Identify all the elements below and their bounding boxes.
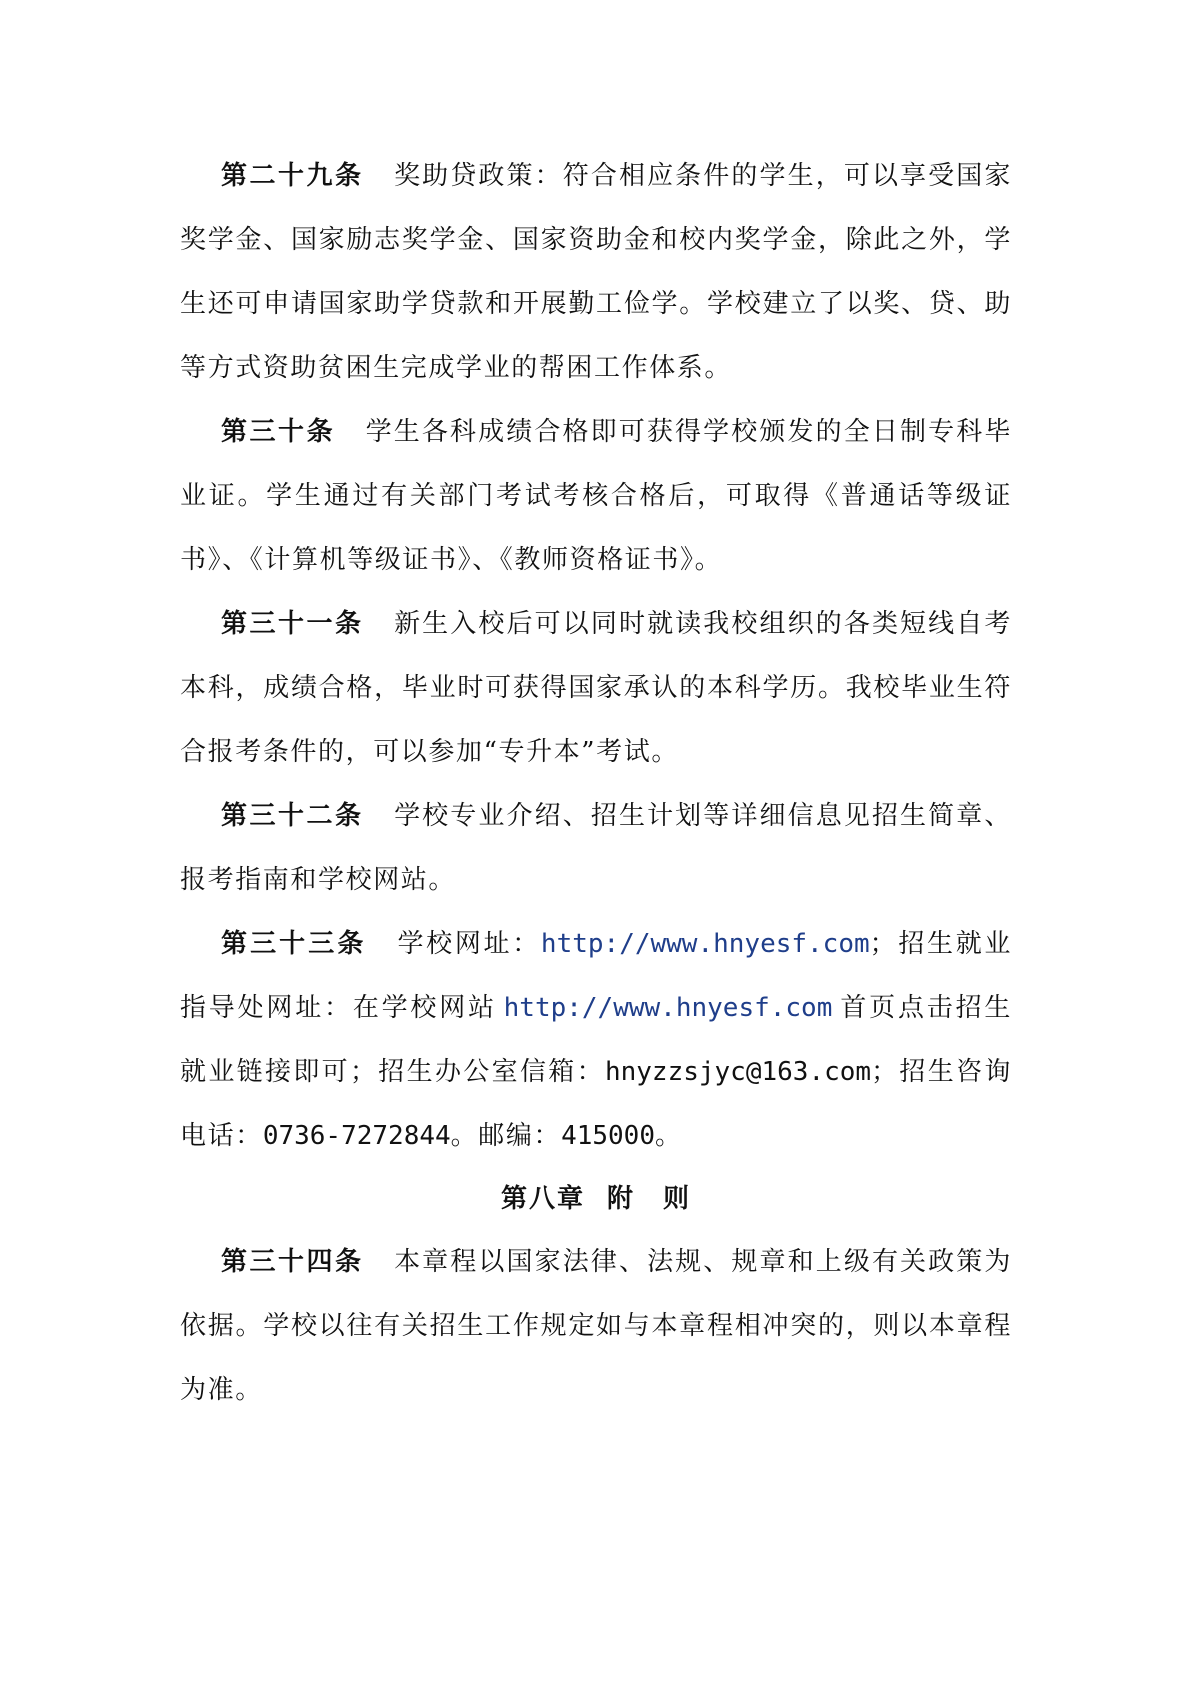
article-33: [180, 912, 1012, 1168]
article-text: 新生入校后可以同时就读我校组织的各类短线自考本科，成绩合格，毕业时可获得国家承认的本科学历。我校毕业生符合报考条件的，可以参加“专升本”考试。: [180, 609, 1012, 767]
article-32: [180, 784, 1012, 912]
article-number: 第三十条: [221, 417, 336, 447]
article-number: 第二十九条: [221, 161, 364, 191]
article-text: 。邮编：: [450, 1121, 562, 1151]
postcode: 415000: [561, 1121, 655, 1151]
article-text: 学生各科成绩合格即可获得学校颁发的全日制专科毕业证。学生通过有关部门考试考核合格后，可取得《普通话等级证书》、《计算机等级证书》、《教师资格证书》。: [180, 417, 1012, 575]
article-34: [180, 1230, 1012, 1422]
school-website-link[interactable]: http://www.hnyesf.com: [540, 929, 870, 959]
article-text: 学校网址：: [396, 929, 541, 959]
article-text: 学校专业介绍、招生计划等详细信息见招生简章、报考指南和学校网站。: [180, 801, 1012, 895]
article-text: 本章程以国家法律、法规、规章和上级有关政策为依据。学校以往有关招生工作规定如与本章程相冲突的，则以本章程为准。: [180, 1247, 1012, 1405]
article-text: ；招生就业指导处网址：在学校网站: [180, 929, 1012, 1023]
admissions-phone: 0736-7272844: [262, 1121, 451, 1151]
chapter-label: 第八章: [500, 1184, 585, 1214]
article-29: [180, 144, 1012, 400]
document-body: [180, 144, 1012, 1422]
admissions-email: hnyzzsjyc@163.com: [604, 1057, 872, 1087]
article-text: ；招生咨询电话：: [180, 1057, 1012, 1151]
article-number: 第三十一条: [221, 609, 364, 639]
article-number: 第三十四条: [221, 1247, 364, 1277]
chapter-heading: [180, 1168, 1012, 1230]
article-number: 第三十二条: [221, 801, 364, 831]
school-website-link-2[interactable]: http://www.hnyesf.com: [503, 993, 833, 1023]
article-text: 。: [654, 1121, 683, 1151]
chapter-title: 附 则: [607, 1184, 692, 1214]
article-31: [180, 592, 1012, 784]
article-number: 第三十三条: [221, 929, 367, 959]
article-text: 奖助贷政策：符合相应条件的学生，可以享受国家奖学金、国家励志奖学金、国家资助金和校内奖学金，除此之外，学生还可申请国家助学贷款和开展勤工俭学。学校建立了以奖、贷、助等方式资助贫困生完成学业的帮困工作体系。: [180, 161, 1012, 383]
article-30: [180, 400, 1012, 592]
article-text: 首页点击招生就业链接即可；招生办公室信箱：: [180, 993, 1012, 1087]
